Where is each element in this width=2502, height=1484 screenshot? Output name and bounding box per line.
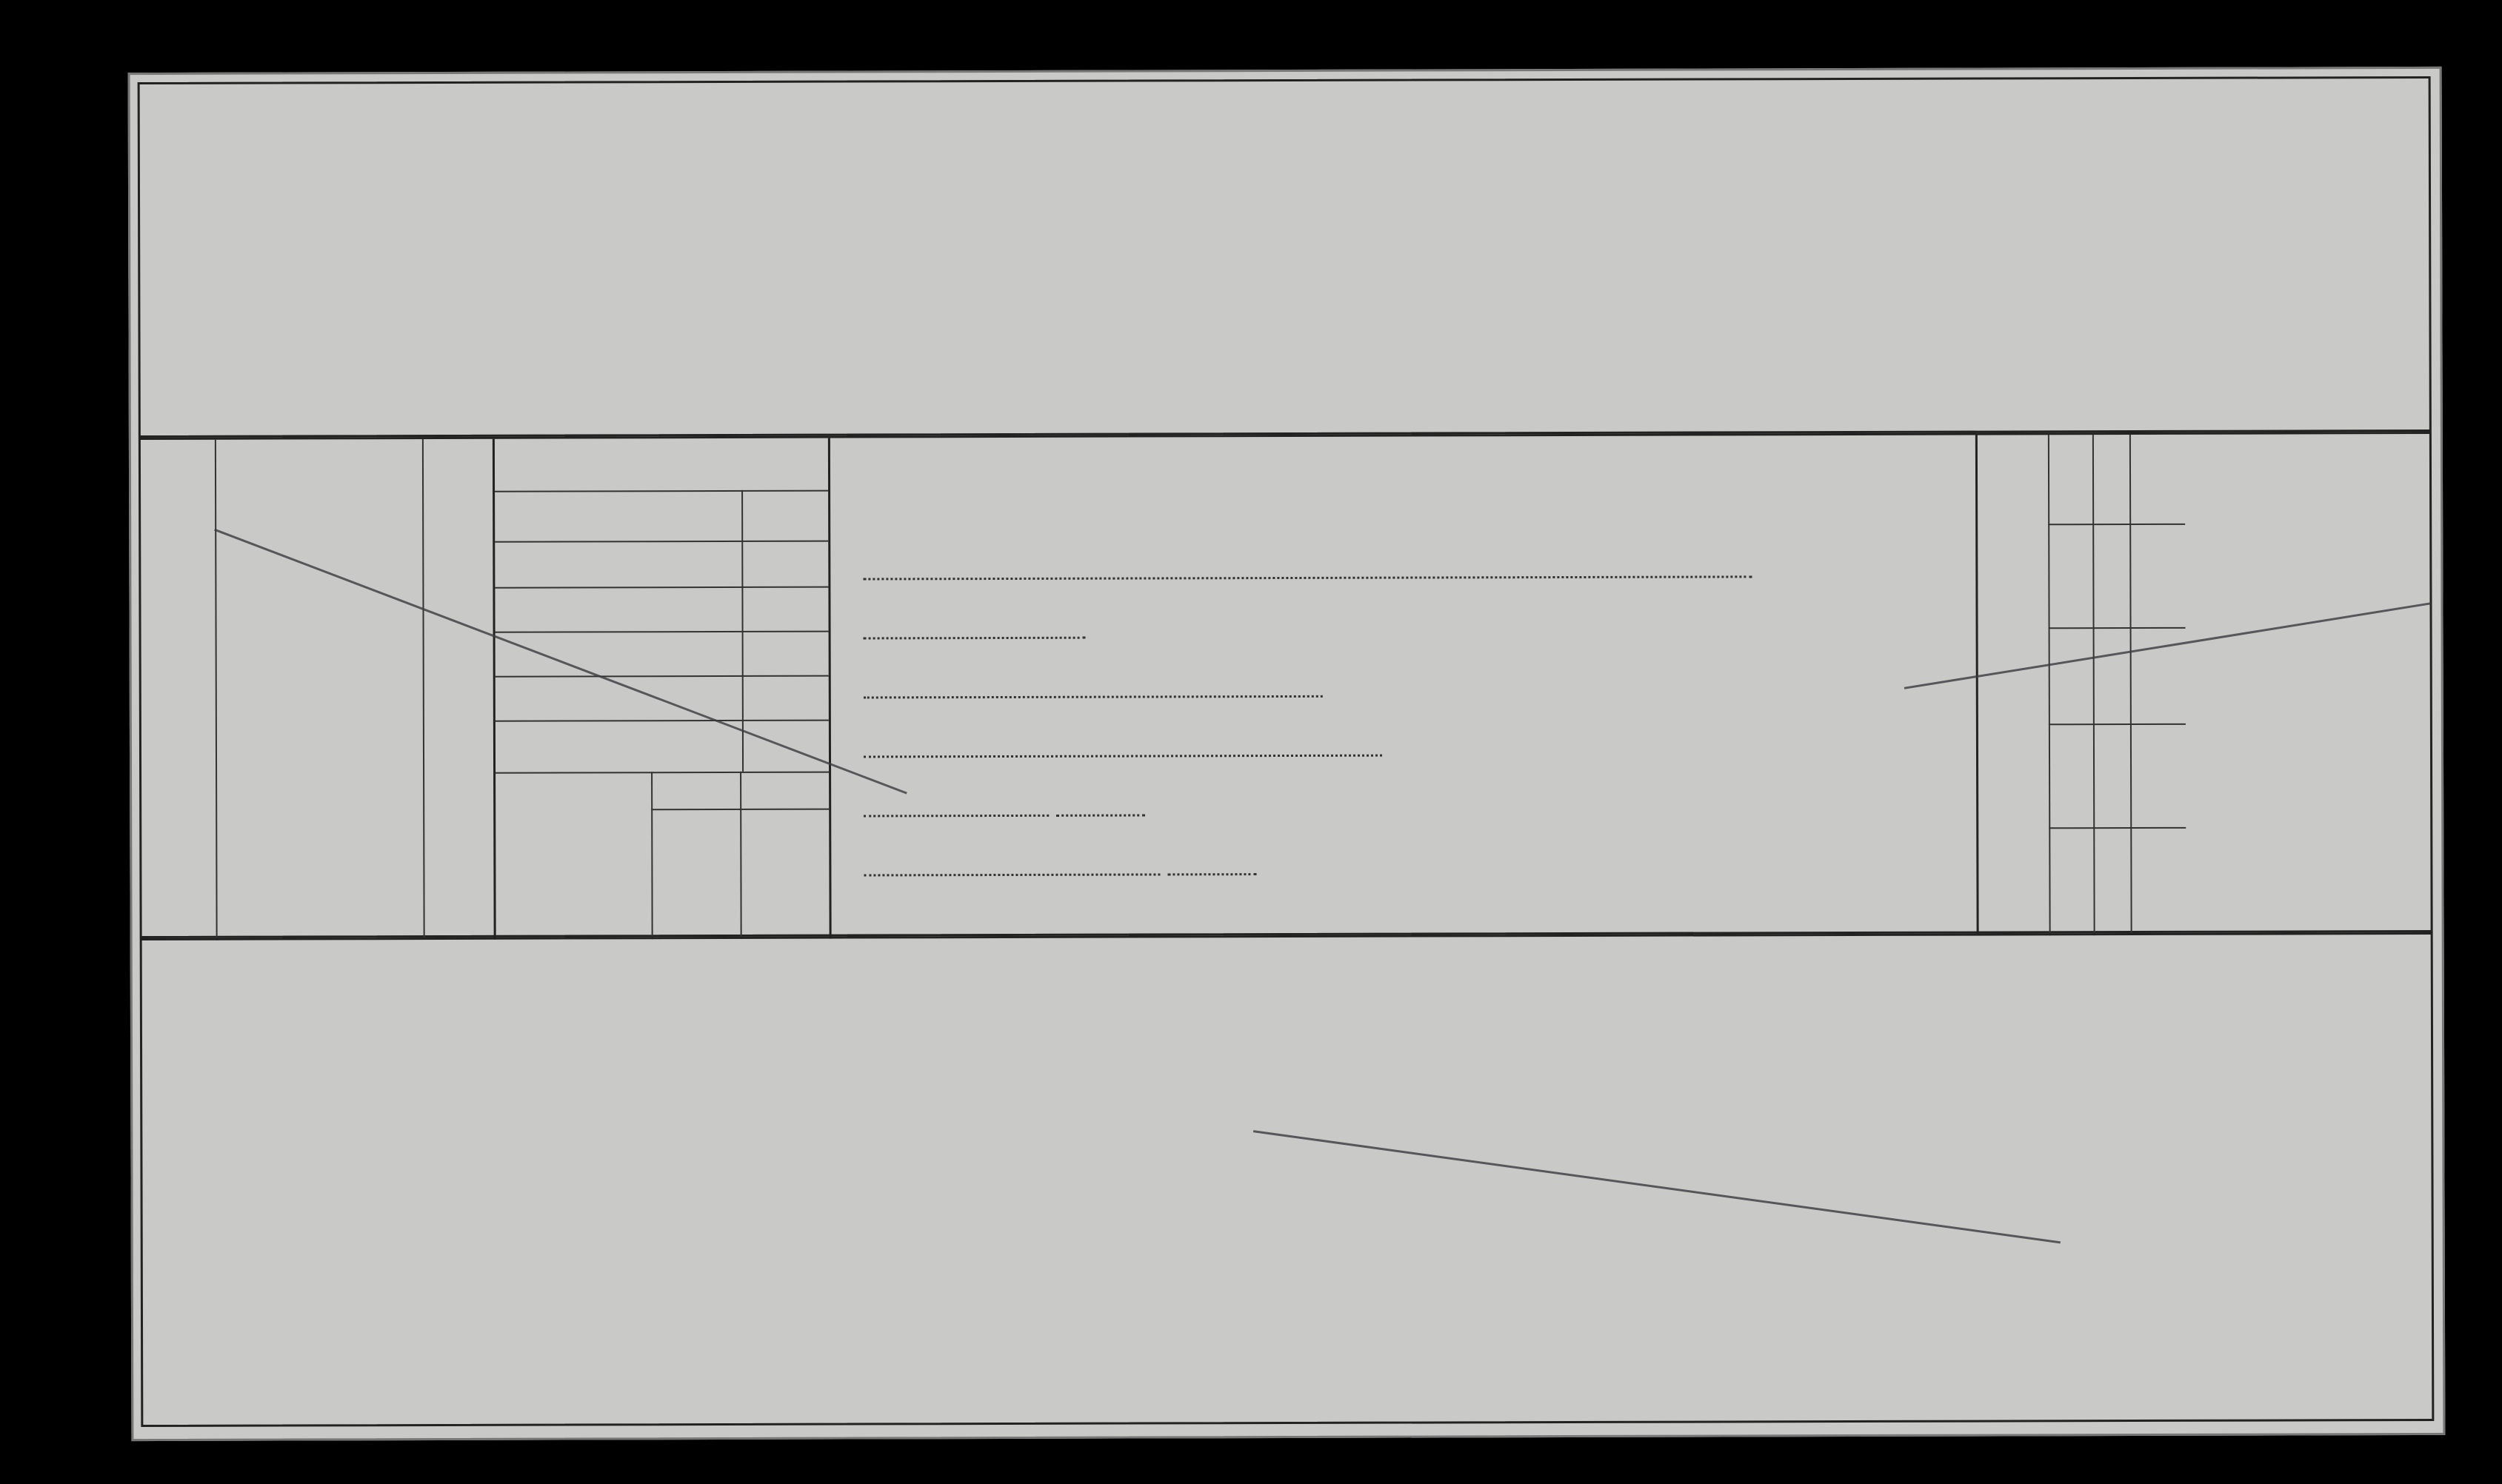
crop-headers	[140, 78, 2429, 84]
answer-market[interactable]	[864, 873, 1160, 876]
private-estates-block	[826, 435, 1979, 939]
workers-block	[215, 439, 498, 940]
num-136	[2134, 835, 2164, 879]
answer-distance[interactable]	[1056, 815, 1145, 817]
answer-market-distance[interactable]	[1167, 873, 1256, 875]
population-title	[1978, 487, 2046, 916]
population-block	[1978, 435, 2186, 936]
workers-title	[430, 454, 490, 920]
private-title	[826, 465, 1978, 468]
trade-title	[502, 443, 821, 444]
sown-crops-banner	[444, 368, 2207, 372]
answer-other-land[interactable]	[864, 637, 1086, 640]
orchard-label	[503, 890, 651, 891]
trade-block	[493, 438, 832, 940]
num-137	[2134, 731, 2164, 805]
answer-land-type[interactable]	[864, 695, 1323, 699]
pop-men	[2051, 731, 2092, 827]
answer-village[interactable]	[864, 815, 1049, 818]
pop-vsego-m	[2095, 835, 2129, 916]
row-label-arend	[155, 165, 340, 166]
group-mnogolet	[1741, 338, 2052, 339]
private-questions	[863, 517, 1945, 918]
census-card	[128, 67, 2446, 1441]
right-columns	[2185, 434, 2435, 935]
answer-owner[interactable]	[863, 575, 1752, 580]
answer-farming[interactable]	[864, 755, 1382, 758]
pop-rab-m	[2095, 731, 2129, 826]
crops-grid	[140, 78, 2429, 84]
pop-vsego-w	[2095, 635, 2129, 716]
crops-section	[138, 76, 2432, 438]
row-label-vsego	[140, 119, 355, 120]
row-label-zemlyakh	[141, 344, 356, 345]
middle-section	[139, 432, 2433, 938]
lease-section	[140, 932, 2435, 1427]
pop-women	[2051, 635, 2092, 716]
pop-itogo	[2095, 527, 2128, 624]
num-139	[2133, 531, 2163, 605]
group-ozimaya-pshenitsa	[426, 344, 574, 345]
num-135	[2134, 879, 2164, 923]
